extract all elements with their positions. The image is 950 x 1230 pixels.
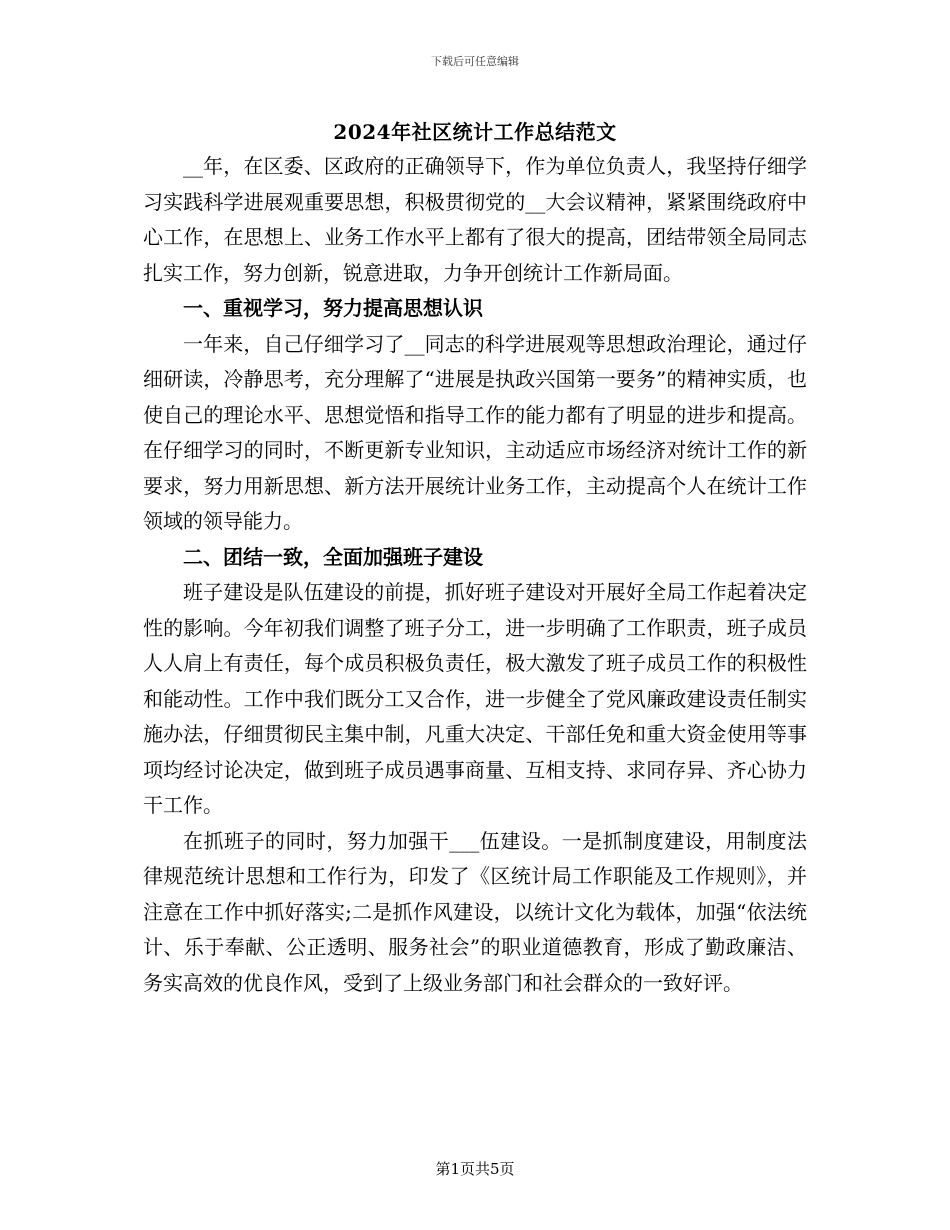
intro-paragraph: __年，在区委、区政府的正确领导下，作为单位负责人，我坚持仔细学习实践科学进展观重要思想，积极贯彻党的__大会议精神，紧紧围绕政府中心工作，在思想上、业务工作水平上都有了很大的提高，团结带领全局同志扎实工作，努力创新，锐意进取，力争开创统计工作新局面。 bbox=[143, 154, 807, 285]
download-note: 下载后可任意编辑 bbox=[431, 55, 519, 68]
section-2-paragraph-1: 班子建设是队伍建设的前提，抓好班子建设对开展好全局工作起着决定性的影响。今年初我们调整了班子分工，进一步明确了工作职责，班子成员人人肩上有责任，每个成员积极负责任，极大激发了班子成员工作的积极性和能动性。工作中我们既分工又合作，进一步健全了党风廉政建设责任制实施办法，仔细贯彻民主集中制，凡重大决定、干部任免和重大资金使用等事项均经讨论决定，做到班子成员遇事商量、互相支持、求同存异、齐心协力干工作。 bbox=[143, 580, 807, 817]
document-title: 2024年社区统计工作总结范文 bbox=[333, 120, 617, 144]
document-body bbox=[143, 149, 807, 1001]
section-2-paragraph-2: 在抓班子的同时，努力加强干___伍建设。一是抓制度建设，用制度法律规范统计思想和工作行为，印发了《区统计局工作职能及工作规则》，并注意在工作中抓好落实;二是抓作风建设，以统计文化为载体，加强“依法统计、乐于奉献、公正透明、服务社会”的职业道德教育，形成了勤政廉洁、务实高效的优良作风，受到了上级业务部门和社会群众的一致好评。 bbox=[143, 828, 807, 995]
section-1-paragraph: 一年来，自己仔细学习了__同志的科学进展观等思想政治理论，通过仔细研读，冷静思考，充分理解了“进展是执政兴国第一要务”的精神实质，也使自己的理论水平、思想觉悟和指导工作的能力都有了明显的进步和提高。在仔细学习的同时，不断更新专业知识，主动适应市场经济对统计工作的新要求，努力用新思想、新方法开展统计业务工作，主动提高个人在统计工作领域的领导能力。 bbox=[143, 331, 807, 533]
section-2-heading: 二、团结一致，全面加强班子建设 bbox=[183, 544, 483, 569]
page-number: 第1页共5页 bbox=[435, 1160, 515, 1178]
section-1-heading: 一、重视学习，努力提高思想认识 bbox=[183, 296, 483, 320]
